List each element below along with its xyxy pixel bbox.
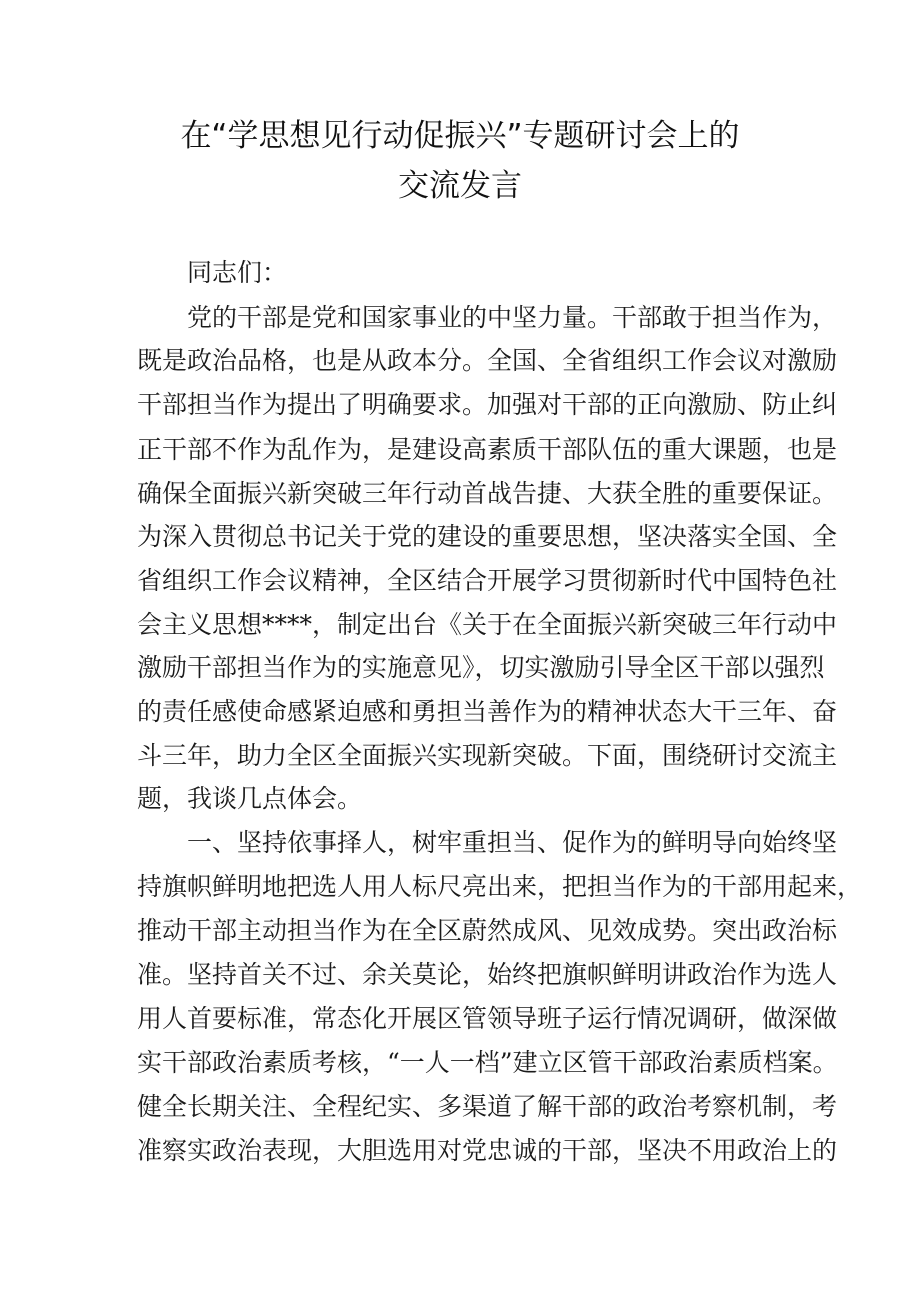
paragraph-line: 确保全面振兴新突破三年行动首战告捷、大获全胜的重要保证。: [137, 479, 838, 508]
paragraph-line: 持旗帜鲜明地把选人用人标尺亮出来，把担当作为的干部用起来，: [137, 872, 863, 901]
paragraph-line: 题，我谈几点体会。: [137, 784, 363, 813]
paragraph-line: 斗三年，助力全区全面振兴实现新突破。下面，围绕研讨交流主: [137, 741, 838, 770]
paragraph-line: 准察实政治表现，大胆选用对党忠诚的干部，坚决不用政治上的: [137, 1136, 838, 1165]
paragraph-line: 用人首要标准，常态化开展区管领导班子运行情况调研，做深做: [137, 1004, 838, 1033]
document-title-line-1: 在“学思想见行动促振兴”专题研讨会上的: [180, 118, 740, 154]
document-title-line-2: 交流发言: [398, 168, 522, 204]
paragraph-line: 正干部不作为乱作为，是建设高素质干部队伍的重大课题，也是: [137, 435, 838, 464]
paragraph-line: 推动干部主动担当作为在全区蔚然成风、见效成势。突出政治标: [137, 916, 838, 945]
paragraph-line: 一、坚持依事择人，树牢重担当、促作为的鲜明导向始终坚: [187, 828, 838, 857]
paragraph-line: 会主义思想****，制定出台《关于在全面振兴新突破三年行动中: [137, 610, 838, 639]
paragraph-line: 为深入贯彻总书记关于党的建设的重要思想，坚决落实全国、全: [137, 522, 838, 551]
paragraph-line: 干部担当作为提出了明确要求。加强对干部的正向激励、防止纠: [137, 390, 838, 419]
paragraph-line: 激励干部担当作为的实施意见》，切实激励引导全区干部以强烈: [137, 653, 825, 682]
paragraph-line: 健全长期关注、全程纪实、多渠道了解干部的政治考察机制，考: [137, 1092, 838, 1121]
paragraph-line: 既是政治品格，也是从政本分。全国、全省组织工作会议对激励: [137, 346, 838, 375]
salutation: 同志们：: [187, 258, 288, 287]
paragraph-line: 省组织工作会议精神，全区结合开展学习贯彻新时代中国特色社: [137, 566, 838, 595]
paragraph-line: 的责任感使命感紧迫感和勇担当善作为的精神状态大干三年、奋: [137, 697, 838, 726]
paragraph-line: 党的干部是党和国家事业的中坚力量。干部敢于担当作为，: [187, 303, 838, 332]
paragraph-line: 准。坚持首关不过、余关莫论，始终把旗帜鲜明讲政治作为选人: [137, 960, 838, 989]
paragraph-line: 实干部政治素质考核，“一人一档”建立区管干部政治素质档案。: [137, 1048, 838, 1077]
